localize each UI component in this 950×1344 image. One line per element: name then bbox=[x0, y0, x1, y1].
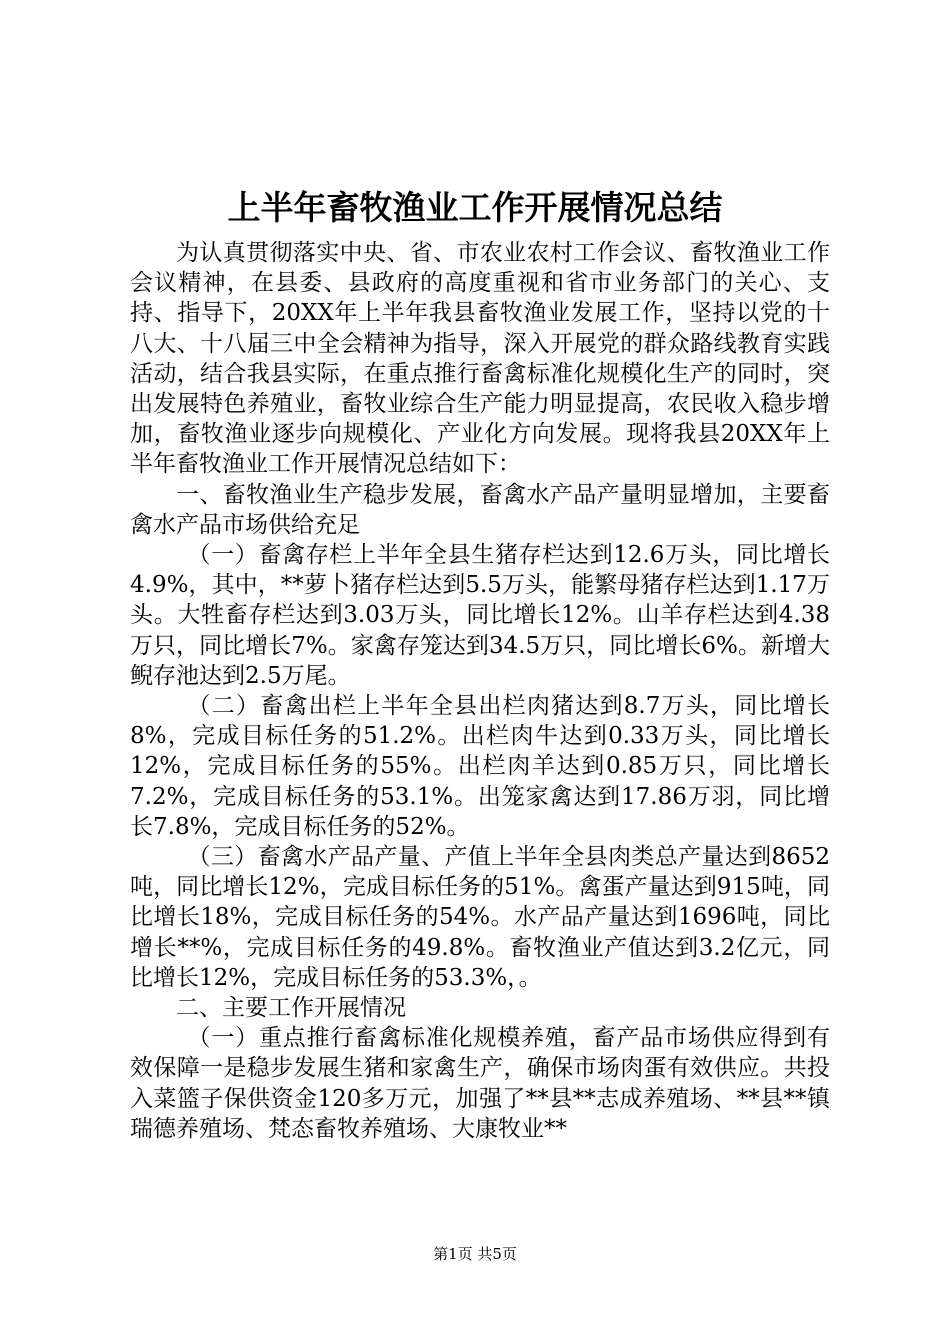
body-paragraph: 为认真贯彻落实中央、省、市农业农村工作会议、畜牧渔业工作会议精神，在县委、县政府的高度重视和省市业务部门的关心、支持、指导下，20XX年上半年我县畜牧渔业发展工作，坚持以党的十八大、十八届三中全会精神为指导，深入开展党的群众路线教育实践活动，结合我县实际，在重点推行畜禽标准化规模化生产的同时，突出发展特色养殖业，畜牧业综合生产能力明显提高，农民收入稳步增加，畜牧渔业逐步向规模化、产业化方向发展。现将我县20XX年上半年畜牧渔业工作开展情况总结如下： bbox=[130, 240, 830, 478]
body-paragraph: （一）畜禽存栏上半年全县生猪存栏达到12.6万头，同比增长4.9%，其中，**萝卜猪存栏达到5.5万头，能繁母猪存栏达到1.17万头。大牲畜存栏达到3.03万头，同比增长12%。山羊存栏达到4.38万只，同比增长7%。家禽存笼达到34.5万只，同比增长6%。新增大鲵存池达到2.5万尾。 bbox=[130, 542, 830, 689]
body-paragraph: 二、主要工作开展情况 bbox=[176, 995, 406, 1022]
page-footer: 第1页 共5页 bbox=[433, 1245, 517, 1263]
body-paragraph: （三）畜禽水产品产量、产值上半年全县肉类总产量达到8652吨，同比增长12%，完成目标任务的51%。禽蛋产量达到915吨，同比增长18%，完成目标任务的54%。水产品产量达到1696吨，同比增长**%，完成目标任务的49.8%。畜牧渔业产值达到3.2亿元，同比增长12%，完成目标任务的53.3%，。 bbox=[130, 844, 830, 991]
document-body bbox=[130, 238, 830, 1144]
body-paragraph: （二）畜禽出栏上半年全县出栏肉猪达到8.7万头，同比增长8%，完成目标任务的51.2%。出栏肉牛达到0.33万头，同比增长12%，完成目标任务的55%。出栏肉羊达到0.85万只，同比增长7.2%，完成目标任务的53.1%。出笼家禽达到17.86万羽，同比增长7.8%，完成目标任务的52%。 bbox=[130, 693, 830, 840]
document-title: 上半年畜牧渔业工作开展情况总结 bbox=[227, 188, 723, 227]
body-paragraph: （一）重点推行畜禽标准化规模养殖，畜产品市场供应得到有效保障一是稳步发展生猪和家禽生产，确保市场肉蛋有效供应。共投入菜篮子保供资金120多万元，加强了**县**志成养殖场、**县**镇瑞德养殖场、梵态畜牧养殖场、大康牧业** bbox=[130, 1025, 830, 1142]
body-paragraph: 一、畜牧渔业生产稳步发展，畜禽水产品产量明显增加，主要畜禽水产品市场供给充足 bbox=[130, 481, 830, 538]
